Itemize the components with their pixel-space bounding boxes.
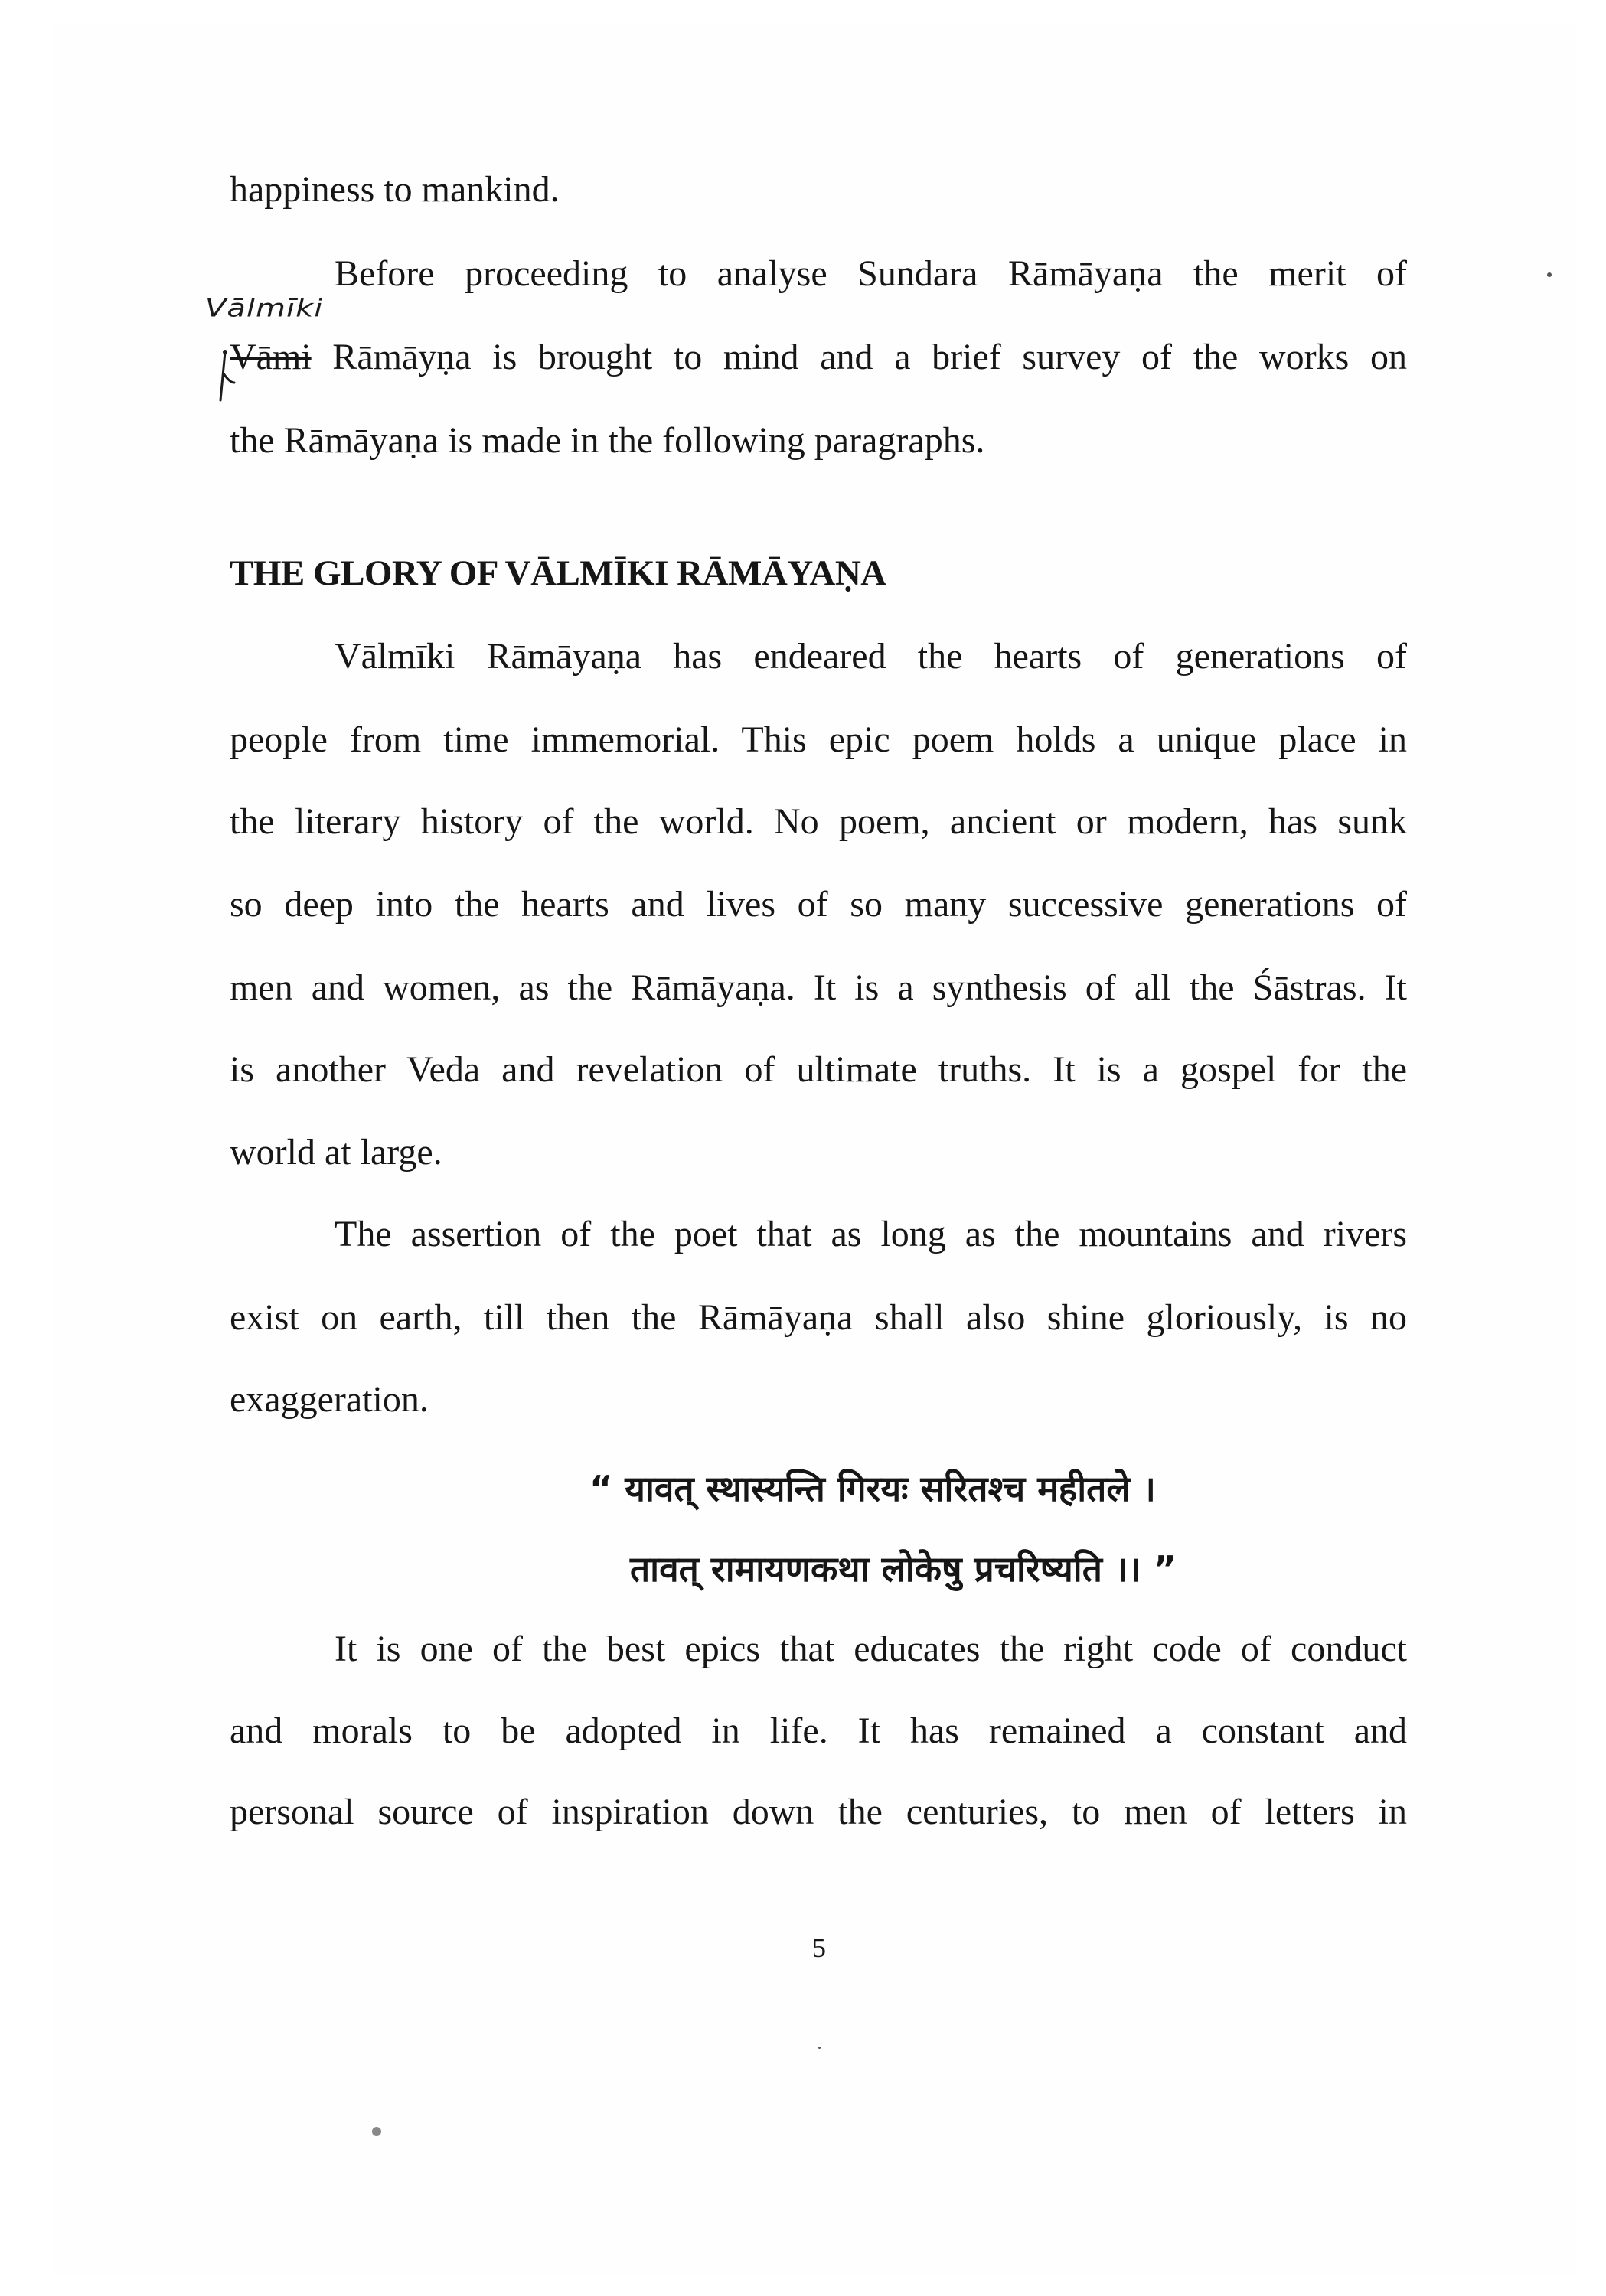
paragraph-line: exist on earth, till then the Rāmāyaṇa shall also shine gloriously, is no: [230, 1297, 1407, 1338]
paragraph-line: Before proceeding to analyse Sundara Rāmāyaṇa the merit of: [335, 253, 1407, 294]
sanskrit-verse-line-2: तावत् रामायणकथा लोकेषु प्रचरिष्यति ।। ”: [629, 1548, 1177, 1590]
handwritten-correction: Vālmīki: [205, 294, 324, 323]
text-line: happiness to mankind.: [230, 169, 560, 210]
paragraph-line: Vālmīki Rāmāyaṇa has endeared the hearts of generations of: [335, 636, 1407, 677]
paragraph-line: is another Veda and revelation of ultimate truths. It is a gospel for the: [230, 1049, 1407, 1090]
paragraph-line: the literary history of the world. No poem, ancient or modern, has sunk: [230, 801, 1407, 842]
scan-speck: [372, 2127, 381, 2136]
paragraph-line: world at large.: [230, 1132, 442, 1172]
paragraph-line: the Rāmāyaṇa is made in the following paragraphs.: [230, 420, 985, 461]
section-heading: THE GLORY OF VĀLMĪKI RĀMĀYAṆA: [230, 553, 886, 593]
paragraph-line: [230, 334, 1407, 380]
scan-speck: [818, 2047, 821, 2049]
paragraph-line: and morals to be adopted in life. It has remained a constant and: [230, 1711, 1407, 1751]
scan-speck: [1547, 272, 1552, 277]
struck-word: Vāmi: [230, 337, 312, 377]
paragraph-line: It is one of the best epics that educates the right code of conduct: [335, 1629, 1407, 1669]
paragraph-line: The assertion of the poet that as long as the mountains and rivers: [335, 1214, 1407, 1254]
paragraph-line: men and women, as the Rāmāyaṇa. It is a synthesis of all the Śāstras. It: [230, 967, 1407, 1008]
page-number: 5: [812, 1932, 826, 1963]
paragraph-line: people from time immemorial. This epic poem holds a unique place in: [230, 719, 1407, 760]
paragraph-line: exaggeration.: [230, 1379, 429, 1420]
paragraph-line: personal source of inspiration down the centuries, to men of letters in: [230, 1792, 1407, 1832]
paragraph-line: so deep into the hearts and lives of so many successive generations of: [230, 884, 1407, 925]
sanskrit-verse-line-1: “ यावत् स्थास्यन्ति गिरयः सरितश्च महीतले ।: [589, 1468, 1156, 1509]
line-text: Rāmāyṇa is brought to mind and a brief survey of the works on: [311, 337, 1407, 377]
